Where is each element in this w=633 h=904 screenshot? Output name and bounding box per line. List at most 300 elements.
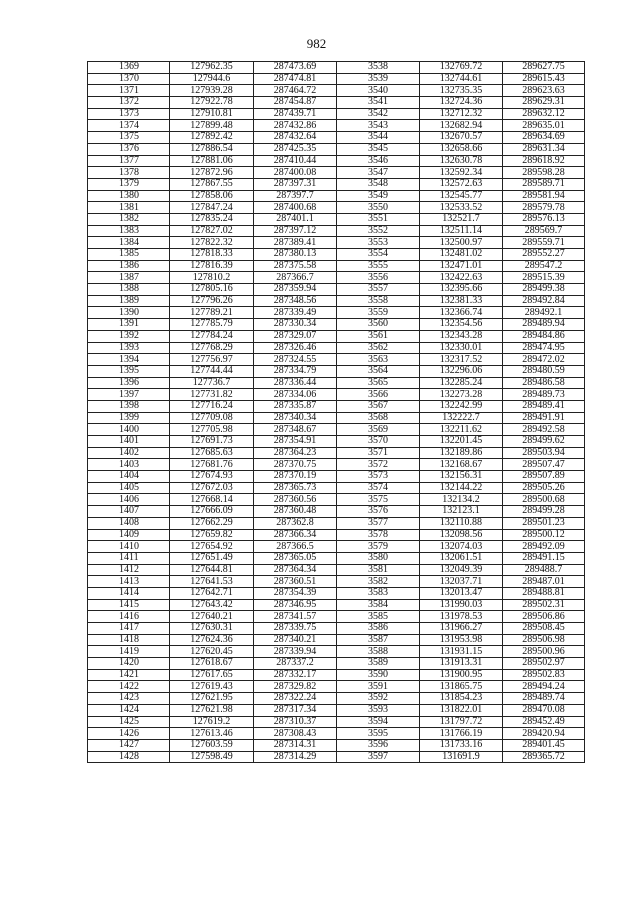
cell-point-id-2: 3582 bbox=[337, 576, 420, 588]
cell-y-coordinate: 287360.51 bbox=[254, 576, 337, 588]
cell-x-coordinate-2: 132049.39 bbox=[420, 564, 503, 576]
cell-point-id-2: 3595 bbox=[337, 728, 420, 740]
cell-point-id-2: 3543 bbox=[337, 120, 420, 132]
cell-point-id-2: 3551 bbox=[337, 213, 420, 225]
cell-y-coordinate: 287329.82 bbox=[254, 681, 337, 693]
cell-point-id-2: 3578 bbox=[337, 529, 420, 541]
table-row bbox=[88, 587, 585, 599]
table-row bbox=[88, 471, 585, 483]
table-row bbox=[88, 342, 585, 354]
cell-y-coordinate-2: 289589.71 bbox=[503, 178, 585, 190]
cell-x-coordinate: 127619.43 bbox=[170, 681, 254, 693]
cell-x-coordinate: 127768.29 bbox=[170, 342, 254, 354]
cell-x-coordinate: 127872.96 bbox=[170, 167, 254, 179]
cell-x-coordinate-2: 132481.02 bbox=[420, 249, 503, 261]
cell-x-coordinate-2: 132712.32 bbox=[420, 108, 503, 120]
cell-point-id: 1389 bbox=[88, 295, 170, 307]
cell-point-id: 1369 bbox=[88, 62, 170, 74]
cell-point-id-2: 3575 bbox=[337, 494, 420, 506]
cell-point-id-2: 3573 bbox=[337, 471, 420, 483]
cell-point-id: 1406 bbox=[88, 494, 170, 506]
cell-y-coordinate-2: 289500.68 bbox=[503, 494, 585, 506]
cell-x-coordinate: 127709.08 bbox=[170, 412, 254, 424]
cell-point-id-2: 3583 bbox=[337, 587, 420, 599]
cell-y-coordinate-2: 289618.92 bbox=[503, 155, 585, 167]
cell-point-id-2: 3584 bbox=[337, 599, 420, 611]
cell-x-coordinate-2: 132682.94 bbox=[420, 120, 503, 132]
cell-y-coordinate: 287314.29 bbox=[254, 751, 337, 763]
cell-y-coordinate: 287308.43 bbox=[254, 728, 337, 740]
table-row bbox=[88, 190, 585, 202]
cell-x-coordinate: 127621.98 bbox=[170, 704, 254, 716]
cell-y-coordinate-2: 289491.15 bbox=[503, 552, 585, 564]
cell-x-coordinate: 127892.42 bbox=[170, 132, 254, 144]
cell-y-coordinate-2: 289491.91 bbox=[503, 412, 585, 424]
cell-point-id-2: 3561 bbox=[337, 330, 420, 342]
table-row bbox=[88, 541, 585, 553]
cell-y-coordinate: 287339.94 bbox=[254, 646, 337, 658]
cell-point-id-2: 3568 bbox=[337, 412, 420, 424]
cell-y-coordinate-2: 289500.96 bbox=[503, 646, 585, 658]
cell-y-coordinate-2: 289576.13 bbox=[503, 213, 585, 225]
cell-y-coordinate-2: 289489.73 bbox=[503, 389, 585, 401]
cell-y-coordinate: 287454.87 bbox=[254, 97, 337, 109]
cell-x-coordinate: 127644.81 bbox=[170, 564, 254, 576]
cell-y-coordinate: 287326.46 bbox=[254, 342, 337, 354]
cell-x-coordinate: 127789.21 bbox=[170, 307, 254, 319]
table-row bbox=[88, 120, 585, 132]
cell-point-id: 1372 bbox=[88, 97, 170, 109]
cell-point-id: 1373 bbox=[88, 108, 170, 120]
cell-point-id: 1394 bbox=[88, 354, 170, 366]
cell-x-coordinate: 127640.21 bbox=[170, 611, 254, 623]
table-row bbox=[88, 751, 585, 763]
cell-x-coordinate: 127858.06 bbox=[170, 190, 254, 202]
cell-y-coordinate: 287380.13 bbox=[254, 249, 337, 261]
table-row bbox=[88, 307, 585, 319]
cell-point-id: 1377 bbox=[88, 155, 170, 167]
cell-x-coordinate-2: 132330.01 bbox=[420, 342, 503, 354]
cell-x-coordinate-2: 132354.56 bbox=[420, 319, 503, 331]
cell-y-coordinate: 287334.06 bbox=[254, 389, 337, 401]
table-row bbox=[88, 213, 585, 225]
cell-x-coordinate: 127816.39 bbox=[170, 260, 254, 272]
cell-point-id: 1408 bbox=[88, 517, 170, 529]
cell-y-coordinate-2: 289489.74 bbox=[503, 693, 585, 705]
cell-y-coordinate: 287432.86 bbox=[254, 120, 337, 132]
table-row bbox=[88, 155, 585, 167]
cell-point-id-2: 3588 bbox=[337, 646, 420, 658]
cell-y-coordinate-2: 289492.84 bbox=[503, 295, 585, 307]
cell-x-coordinate-2: 131953.98 bbox=[420, 634, 503, 646]
cell-point-id: 1411 bbox=[88, 552, 170, 564]
coordinates-table-body bbox=[88, 62, 585, 763]
cell-point-id: 1421 bbox=[88, 669, 170, 681]
table-row bbox=[88, 424, 585, 436]
cell-y-coordinate-2: 289631.34 bbox=[503, 143, 585, 155]
cell-point-id: 1392 bbox=[88, 330, 170, 342]
cell-y-coordinate-2: 289507.47 bbox=[503, 459, 585, 471]
cell-x-coordinate-2: 132168.67 bbox=[420, 459, 503, 471]
cell-x-coordinate-2: 132201.45 bbox=[420, 436, 503, 448]
cell-x-coordinate: 127630.31 bbox=[170, 623, 254, 635]
coordinates-table bbox=[87, 61, 585, 763]
cell-y-coordinate-2: 289401.45 bbox=[503, 739, 585, 751]
cell-x-coordinate-2: 132395.66 bbox=[420, 284, 503, 296]
cell-x-coordinate-2: 132769.72 bbox=[420, 62, 503, 74]
table-row bbox=[88, 108, 585, 120]
cell-y-coordinate-2: 289492.09 bbox=[503, 541, 585, 553]
cell-y-coordinate-2: 289615.43 bbox=[503, 73, 585, 85]
cell-point-id: 1401 bbox=[88, 436, 170, 448]
cell-point-id: 1403 bbox=[88, 459, 170, 471]
cell-x-coordinate-2: 132744.61 bbox=[420, 73, 503, 85]
cell-point-id: 1425 bbox=[88, 716, 170, 728]
cell-y-coordinate-2: 289499.62 bbox=[503, 436, 585, 448]
cell-x-coordinate-2: 131822.01 bbox=[420, 704, 503, 716]
table-row bbox=[88, 611, 585, 623]
table-row bbox=[88, 62, 585, 74]
cell-point-id-2: 3553 bbox=[337, 237, 420, 249]
cell-x-coordinate: 127716.24 bbox=[170, 400, 254, 412]
cell-x-coordinate: 127847.24 bbox=[170, 202, 254, 214]
table-row bbox=[88, 482, 585, 494]
cell-x-coordinate-2: 132670.57 bbox=[420, 132, 503, 144]
cell-point-id-2: 3538 bbox=[337, 62, 420, 74]
cell-y-coordinate-2: 289474.95 bbox=[503, 342, 585, 354]
table-row bbox=[88, 529, 585, 541]
table-row bbox=[88, 704, 585, 716]
cell-y-coordinate: 287354.91 bbox=[254, 436, 337, 448]
cell-x-coordinate-2: 131766.19 bbox=[420, 728, 503, 740]
cell-y-coordinate: 287330.34 bbox=[254, 319, 337, 331]
cell-x-coordinate: 127810.2 bbox=[170, 272, 254, 284]
cell-x-coordinate: 127867.55 bbox=[170, 178, 254, 190]
table-row bbox=[88, 412, 585, 424]
cell-point-id: 1397 bbox=[88, 389, 170, 401]
cell-y-coordinate: 287439.71 bbox=[254, 108, 337, 120]
cell-y-coordinate-2: 289547.2 bbox=[503, 260, 585, 272]
cell-y-coordinate: 287366.7 bbox=[254, 272, 337, 284]
cell-x-coordinate: 127784.24 bbox=[170, 330, 254, 342]
table-row bbox=[88, 377, 585, 389]
cell-point-id: 1428 bbox=[88, 751, 170, 763]
cell-point-id-2: 3593 bbox=[337, 704, 420, 716]
cell-x-coordinate: 127624.36 bbox=[170, 634, 254, 646]
cell-y-coordinate: 287365.73 bbox=[254, 482, 337, 494]
cell-y-coordinate-2: 289499.38 bbox=[503, 284, 585, 296]
cell-x-coordinate: 127744.44 bbox=[170, 365, 254, 377]
cell-point-id: 1427 bbox=[88, 739, 170, 751]
cell-point-id-2: 3590 bbox=[337, 669, 420, 681]
cell-x-coordinate-2: 132658.66 bbox=[420, 143, 503, 155]
cell-x-coordinate: 127643.42 bbox=[170, 599, 254, 611]
cell-point-id-2: 3594 bbox=[337, 716, 420, 728]
cell-point-id: 1399 bbox=[88, 412, 170, 424]
cell-x-coordinate-2: 132037.71 bbox=[420, 576, 503, 588]
cell-point-id: 1388 bbox=[88, 284, 170, 296]
cell-x-coordinate: 127827.02 bbox=[170, 225, 254, 237]
cell-point-id-2: 3558 bbox=[337, 295, 420, 307]
table-row bbox=[88, 97, 585, 109]
cell-x-coordinate: 127944.6 bbox=[170, 73, 254, 85]
cell-x-coordinate-2: 131865.75 bbox=[420, 681, 503, 693]
table-row bbox=[88, 681, 585, 693]
cell-point-id-2: 3555 bbox=[337, 260, 420, 272]
cell-y-coordinate-2: 289500.12 bbox=[503, 529, 585, 541]
cell-x-coordinate-2: 132572.63 bbox=[420, 178, 503, 190]
cell-y-coordinate: 287364.23 bbox=[254, 447, 337, 459]
cell-point-id: 1416 bbox=[88, 611, 170, 623]
cell-y-coordinate: 287339.75 bbox=[254, 623, 337, 635]
cell-x-coordinate-2: 132074.03 bbox=[420, 541, 503, 553]
cell-point-id-2: 3552 bbox=[337, 225, 420, 237]
cell-y-coordinate-2: 289489.41 bbox=[503, 400, 585, 412]
cell-point-id-2: 3556 bbox=[337, 272, 420, 284]
cell-point-id: 1404 bbox=[88, 471, 170, 483]
cell-x-coordinate-2: 132110.88 bbox=[420, 517, 503, 529]
table-row bbox=[88, 85, 585, 97]
cell-point-id: 1402 bbox=[88, 447, 170, 459]
cell-point-id: 1412 bbox=[88, 564, 170, 576]
cell-point-id: 1382 bbox=[88, 213, 170, 225]
cell-point-id-2: 3549 bbox=[337, 190, 420, 202]
cell-x-coordinate: 127910.81 bbox=[170, 108, 254, 120]
cell-y-coordinate: 287359.94 bbox=[254, 284, 337, 296]
cell-y-coordinate-2: 289420.94 bbox=[503, 728, 585, 740]
cell-y-coordinate-2: 289507.89 bbox=[503, 471, 585, 483]
cell-point-id: 1417 bbox=[88, 623, 170, 635]
cell-y-coordinate-2: 289505.26 bbox=[503, 482, 585, 494]
cell-x-coordinate: 127617.65 bbox=[170, 669, 254, 681]
cell-x-coordinate-2: 132533.52 bbox=[420, 202, 503, 214]
cell-x-coordinate-2: 132134.2 bbox=[420, 494, 503, 506]
cell-x-coordinate: 127922.78 bbox=[170, 97, 254, 109]
cell-y-coordinate: 287341.57 bbox=[254, 611, 337, 623]
cell-point-id: 1383 bbox=[88, 225, 170, 237]
cell-point-id-2: 3541 bbox=[337, 97, 420, 109]
cell-point-id-2: 3597 bbox=[337, 751, 420, 763]
table-row bbox=[88, 143, 585, 155]
cell-x-coordinate-2: 132630.78 bbox=[420, 155, 503, 167]
cell-y-coordinate: 287397.7 bbox=[254, 190, 337, 202]
cell-x-coordinate-2: 132592.34 bbox=[420, 167, 503, 179]
cell-y-coordinate-2: 289508.45 bbox=[503, 623, 585, 635]
cell-x-coordinate-2: 132366.74 bbox=[420, 307, 503, 319]
cell-point-id-2: 3545 bbox=[337, 143, 420, 155]
cell-x-coordinate: 127618.67 bbox=[170, 658, 254, 670]
cell-x-coordinate-2: 132189.86 bbox=[420, 447, 503, 459]
table-row bbox=[88, 599, 585, 611]
table-row bbox=[88, 365, 585, 377]
cell-x-coordinate-2: 132735.35 bbox=[420, 85, 503, 97]
cell-point-id-2: 3547 bbox=[337, 167, 420, 179]
cell-point-id-2: 3571 bbox=[337, 447, 420, 459]
cell-x-coordinate-2: 131691.9 bbox=[420, 751, 503, 763]
cell-point-id-2: 3559 bbox=[337, 307, 420, 319]
cell-point-id: 1379 bbox=[88, 178, 170, 190]
table-row bbox=[88, 517, 585, 529]
cell-point-id: 1386 bbox=[88, 260, 170, 272]
cell-point-id: 1418 bbox=[88, 634, 170, 646]
cell-y-coordinate: 287340.34 bbox=[254, 412, 337, 424]
cell-point-id: 1378 bbox=[88, 167, 170, 179]
cell-y-coordinate-2: 289484.86 bbox=[503, 330, 585, 342]
table-row bbox=[88, 436, 585, 448]
cell-y-coordinate-2: 289503.94 bbox=[503, 447, 585, 459]
cell-point-id: 1426 bbox=[88, 728, 170, 740]
table-row bbox=[88, 739, 585, 751]
cell-x-coordinate: 127736.7 bbox=[170, 377, 254, 389]
cell-y-coordinate-2: 289515.39 bbox=[503, 272, 585, 284]
cell-x-coordinate-2: 131978.53 bbox=[420, 611, 503, 623]
cell-y-coordinate-2: 289502.31 bbox=[503, 599, 585, 611]
table-row bbox=[88, 693, 585, 705]
cell-point-id-2: 3546 bbox=[337, 155, 420, 167]
cell-point-id: 1409 bbox=[88, 529, 170, 541]
cell-y-coordinate: 287397.31 bbox=[254, 178, 337, 190]
table-row bbox=[88, 623, 585, 635]
cell-x-coordinate: 127598.49 bbox=[170, 751, 254, 763]
cell-point-id-2: 3586 bbox=[337, 623, 420, 635]
cell-y-coordinate-2: 289487.01 bbox=[503, 576, 585, 588]
cell-y-coordinate: 287397.12 bbox=[254, 225, 337, 237]
cell-y-coordinate-2: 289472.02 bbox=[503, 354, 585, 366]
cell-x-coordinate-2: 132061.51 bbox=[420, 552, 503, 564]
cell-y-coordinate: 287346.95 bbox=[254, 599, 337, 611]
cell-y-coordinate-2: 289559.71 bbox=[503, 237, 585, 249]
cell-x-coordinate: 127705.98 bbox=[170, 424, 254, 436]
cell-y-coordinate: 287322.24 bbox=[254, 693, 337, 705]
cell-y-coordinate: 287375.58 bbox=[254, 260, 337, 272]
cell-x-coordinate-2: 131900.95 bbox=[420, 669, 503, 681]
cell-y-coordinate: 287366.34 bbox=[254, 529, 337, 541]
table-row bbox=[88, 260, 585, 272]
cell-point-id-2: 3562 bbox=[337, 342, 420, 354]
cell-point-id: 1396 bbox=[88, 377, 170, 389]
cell-y-coordinate-2: 289486.58 bbox=[503, 377, 585, 389]
cell-point-id-2: 3554 bbox=[337, 249, 420, 261]
cell-x-coordinate-2: 132317.52 bbox=[420, 354, 503, 366]
cell-x-coordinate-2: 131797.72 bbox=[420, 716, 503, 728]
cell-y-coordinate: 287432.64 bbox=[254, 132, 337, 144]
cell-x-coordinate: 127672.03 bbox=[170, 482, 254, 494]
cell-x-coordinate-2: 132273.28 bbox=[420, 389, 503, 401]
cell-x-coordinate: 127785.79 bbox=[170, 319, 254, 331]
cell-point-id-2: 3565 bbox=[337, 377, 420, 389]
cell-y-coordinate: 287354.39 bbox=[254, 587, 337, 599]
cell-y-coordinate: 287317.34 bbox=[254, 704, 337, 716]
cell-point-id: 1410 bbox=[88, 541, 170, 553]
cell-x-coordinate: 127886.54 bbox=[170, 143, 254, 155]
cell-point-id: 1390 bbox=[88, 307, 170, 319]
cell-y-coordinate: 287340.21 bbox=[254, 634, 337, 646]
cell-y-coordinate-2: 289365.72 bbox=[503, 751, 585, 763]
cell-x-coordinate: 127822.32 bbox=[170, 237, 254, 249]
cell-y-coordinate-2: 289632.12 bbox=[503, 108, 585, 120]
table-row bbox=[88, 459, 585, 471]
cell-y-coordinate: 287474.81 bbox=[254, 73, 337, 85]
cell-point-id-2: 3569 bbox=[337, 424, 420, 436]
cell-y-coordinate-2: 289488.7 bbox=[503, 564, 585, 576]
cell-x-coordinate: 127654.92 bbox=[170, 541, 254, 553]
cell-x-coordinate-2: 132381.33 bbox=[420, 295, 503, 307]
table-row bbox=[88, 330, 585, 342]
cell-y-coordinate: 287334.79 bbox=[254, 365, 337, 377]
cell-y-coordinate-2: 289635.01 bbox=[503, 120, 585, 132]
table-row bbox=[88, 634, 585, 646]
cell-point-id: 1370 bbox=[88, 73, 170, 85]
table-row bbox=[88, 716, 585, 728]
cell-x-coordinate-2: 132511.14 bbox=[420, 225, 503, 237]
table-row bbox=[88, 389, 585, 401]
cell-point-id: 1398 bbox=[88, 400, 170, 412]
cell-x-coordinate: 127899.48 bbox=[170, 120, 254, 132]
cell-y-coordinate: 287410.44 bbox=[254, 155, 337, 167]
cell-x-coordinate: 127731.82 bbox=[170, 389, 254, 401]
cell-point-id-2: 3570 bbox=[337, 436, 420, 448]
cell-y-coordinate-2: 289502.83 bbox=[503, 669, 585, 681]
cell-y-coordinate-2: 289634.69 bbox=[503, 132, 585, 144]
table-row bbox=[88, 728, 585, 740]
cell-y-coordinate: 287348.67 bbox=[254, 424, 337, 436]
cell-y-coordinate: 287310.37 bbox=[254, 716, 337, 728]
table-row bbox=[88, 494, 585, 506]
cell-y-coordinate-2: 289502.97 bbox=[503, 658, 585, 670]
cell-x-coordinate-2: 132013.47 bbox=[420, 587, 503, 599]
cell-point-id-2: 3564 bbox=[337, 365, 420, 377]
cell-y-coordinate-2: 289579.78 bbox=[503, 202, 585, 214]
cell-y-coordinate: 287425.35 bbox=[254, 143, 337, 155]
table-row bbox=[88, 249, 585, 261]
cell-y-coordinate-2: 289569.7 bbox=[503, 225, 585, 237]
cell-point-id-2: 3577 bbox=[337, 517, 420, 529]
cell-x-coordinate: 127681.76 bbox=[170, 459, 254, 471]
cell-x-coordinate-2: 132500.97 bbox=[420, 237, 503, 249]
cell-point-id: 1380 bbox=[88, 190, 170, 202]
cell-point-id-2: 3579 bbox=[337, 541, 420, 553]
cell-point-id-2: 3539 bbox=[337, 73, 420, 85]
cell-point-id: 1387 bbox=[88, 272, 170, 284]
cell-x-coordinate: 127939.28 bbox=[170, 85, 254, 97]
cell-x-coordinate: 127962.35 bbox=[170, 62, 254, 74]
cell-x-coordinate-2: 132296.06 bbox=[420, 365, 503, 377]
cell-x-coordinate-2: 132144.22 bbox=[420, 482, 503, 494]
cell-x-coordinate-2: 132285.24 bbox=[420, 377, 503, 389]
table-row bbox=[88, 552, 585, 564]
cell-point-id-2: 3550 bbox=[337, 202, 420, 214]
cell-y-coordinate: 287400.68 bbox=[254, 202, 337, 214]
cell-y-coordinate: 287335.87 bbox=[254, 400, 337, 412]
cell-point-id: 1384 bbox=[88, 237, 170, 249]
cell-point-id: 1371 bbox=[88, 85, 170, 97]
cell-point-id: 1424 bbox=[88, 704, 170, 716]
cell-x-coordinate-2: 132211.62 bbox=[420, 424, 503, 436]
cell-y-coordinate: 287400.08 bbox=[254, 167, 337, 179]
cell-point-id-2: 3576 bbox=[337, 506, 420, 518]
cell-point-id-2: 3580 bbox=[337, 552, 420, 564]
cell-x-coordinate: 127805.16 bbox=[170, 284, 254, 296]
table-row bbox=[88, 576, 585, 588]
cell-point-id-2: 3557 bbox=[337, 284, 420, 296]
table-row bbox=[88, 167, 585, 179]
cell-point-id-2: 3540 bbox=[337, 85, 420, 97]
cell-x-coordinate: 127685.63 bbox=[170, 447, 254, 459]
cell-y-coordinate: 287314.31 bbox=[254, 739, 337, 751]
cell-y-coordinate: 287366.5 bbox=[254, 541, 337, 553]
cell-y-coordinate: 287360.56 bbox=[254, 494, 337, 506]
cell-x-coordinate-2: 131931.15 bbox=[420, 646, 503, 658]
